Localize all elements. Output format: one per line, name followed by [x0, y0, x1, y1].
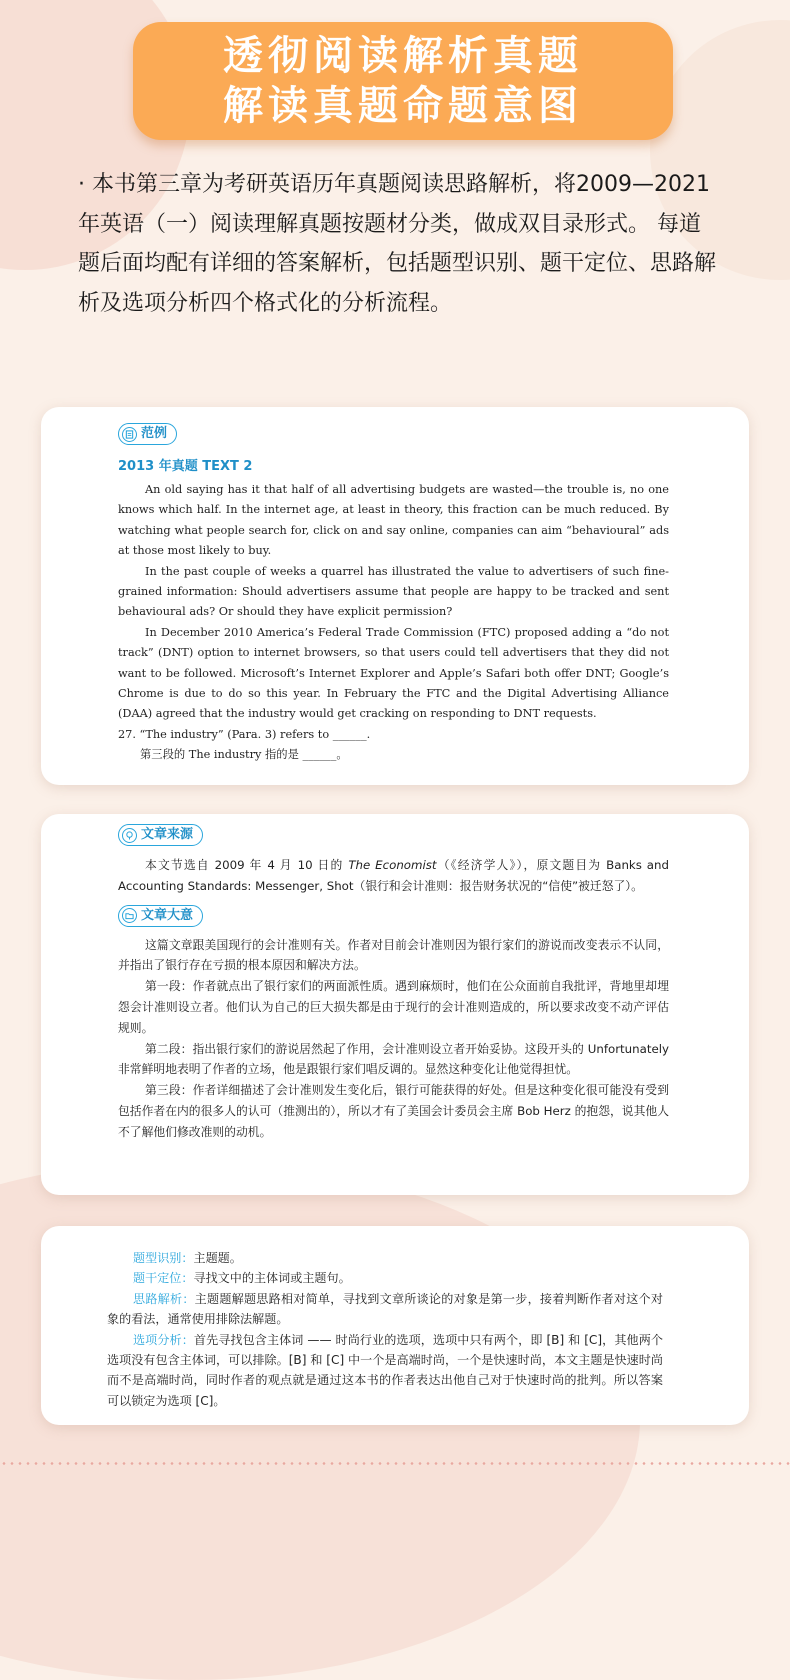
example-card [41, 407, 749, 785]
summary-paragraph: 第三段：作者详细描述了会计准则发生变化后，银行可能获得的好处。但是这种变化很可能没有受到包括作者在内的很多人的认可（推测出的），所以才有了美国会计委员会主席 Bob Herz 的抱怨，说其他人不了解他们修改准则的动机。 [118, 1083, 669, 1139]
analysis-item [107, 1268, 663, 1288]
passage-paragraph: In the past couple of weeks a quarrel has illustrated the value to advertisers of such fine-grained information: Should advertisers assume that people are happy to be tracked and sent behavioural ads? Or should they have explicit permission? [118, 564, 669, 619]
dotted-divider [0, 1462, 790, 1465]
passage-paragraph: An old saying has it that half of all advertising budgets are wasted—the trouble is, no one knows which half. In the internet age, at least in theory, this fraction can be much reduced. By watching what people search for, click on and say online, companies can aim “behavioural” ads at those most likely to buy. [118, 483, 669, 558]
source-tag-label: 文章来源 [141, 827, 194, 842]
analysis-label: 题型识别： [133, 1251, 194, 1265]
analysis-item [107, 1289, 663, 1330]
analysis-card [41, 1226, 749, 1425]
example-tag-label: 范例 [141, 426, 168, 441]
analysis-text: 首先寻找包含主体词 —— 时尚行业的选项，选项中只有两个，即 [B] 和 [C]，其他两个选项没有包含主体词，可以排除。[B] 和 [C] 中一个是高端时尚，一个是快速时尚，本文主题是快速时尚而不是高端时尚，同时作者的观点就是通过这本书的作者表达出他自己对于快速时尚的批判。所以答案可以锁定为选项 [C]。 [107, 1332, 663, 1408]
summary-paragraph: 第二段：指出银行家们的游说居然起了作用，会计准则设立者开始妥协。这段开头的 Unfortunately 非常鲜明地表明了作者的立场，他是跟银行家们唱反调的。显然这种变化让他觉得担忧。 [118, 1041, 669, 1077]
question-text: 27. “The industry” (Para. 3) refers to ______. [118, 727, 371, 741]
example-tag [118, 423, 177, 445]
analysis-item [107, 1248, 663, 1268]
analysis-item [107, 1330, 663, 1412]
summary-tag [118, 905, 203, 927]
passage-paragraph: In December 2010 America’s Federal Trade Commission (FTC) proposed adding a “do not track” (DNT) option to internet browsers, so that users could tell advertisers that they did not want to be followed. Microsoft’s Internet Explorer and Apple’s Safari both offer DNT; Google’s Chrome is due to do so this year. In February the FTC and the Digital Advertising Alliance (DAA) agreed that the industry would get cracking on responding to DNT requests. [118, 625, 669, 721]
folder-icon [122, 908, 137, 923]
analysis-label: 思路解析： [133, 1291, 195, 1306]
title-banner [133, 22, 673, 140]
question-translation: 第三段的 The industry 指的是 ______。 [140, 748, 348, 762]
book-icon [122, 427, 137, 442]
analysis-text: 主题题。 [193, 1251, 242, 1265]
source-summary-card [41, 814, 749, 1195]
exam-title: 2013 年真题 TEXT 2 [118, 459, 253, 474]
banner-title-line-2: 解读真题命题意图 [223, 83, 583, 129]
summary-tag-label: 文章大意 [141, 907, 194, 923]
intro-text: · 本书第三章为考研英语历年真题阅读思路解析，将2009—2021年英语（一）阅读理解真题按题材分类，做成双目录形式。 每道题后面均配有详细的答案解析，包括题型识别、题干定位、思路解析及选项分析四个格式化的分析流程。 [78, 172, 717, 316]
source-text-post: （《经济学人》），原文题目为 Banks and Accounting Standards: Messenger, Shot（银行和会计准则：报告财务状况的“信使”被迁怒了）。 [118, 858, 669, 893]
source-tag [118, 824, 203, 846]
analysis-text: 主题题解题思路相对简单，寻找到文章所谈论的对象是第一步，接着判断作者对这个对象的看法，通常使用排除法解题。 [107, 1291, 663, 1327]
summary-paragraph: 这篇文章跟美国现行的会计准则有关。作者对目前会计准则因为银行家们的游说而改变表示不认同，并指出了银行存在亏损的根本原因和解决方法。 [118, 937, 669, 973]
analysis-label: 题干定位： [133, 1271, 194, 1286]
source-publication: The Economist [348, 858, 437, 872]
summary-paragraph: 第一段：作者就点出了银行家们的两面派性质。遇到麻烦时，他们在公众面前自我批评，背地里却埋怨会计准则设立者。他们认为自己的巨大损失都是由于现行的会计准则造成的，所以要求改变不动产评估规则。 [118, 979, 669, 1035]
lightbulb-icon [122, 828, 137, 843]
source-text-pre: 本文节选自 2009 年 4 月 10 日的 [145, 858, 349, 872]
source-text [118, 855, 669, 897]
banner-title-line-1: 透彻阅读解析真题 [223, 33, 583, 79]
analysis-text: 寻找文中的主体词或主题句。 [193, 1271, 351, 1286]
analysis-label: 选项分析： [133, 1332, 194, 1347]
